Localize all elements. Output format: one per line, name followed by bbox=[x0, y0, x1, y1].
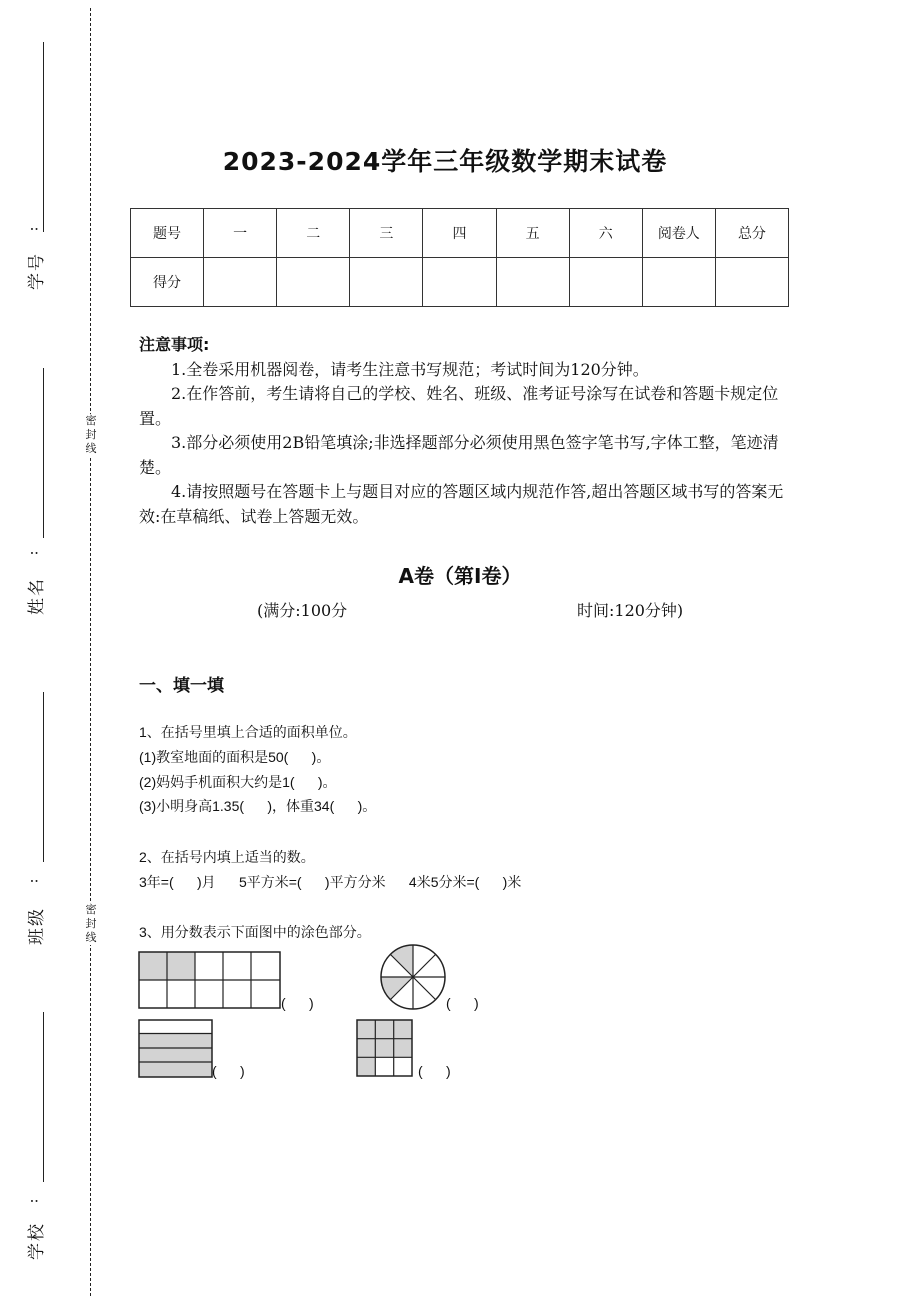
score-cell[interactable] bbox=[496, 258, 569, 307]
school-label: 学校 bbox=[27, 1222, 47, 1260]
student-id-line[interactable] bbox=[43, 42, 44, 232]
question-1-stem: 1、在括号里填上合适的面积单位。 bbox=[139, 724, 357, 740]
header-cell: 一 bbox=[204, 209, 277, 258]
full-score: (满分:100分 bbox=[257, 601, 348, 620]
name-line[interactable] bbox=[43, 368, 44, 538]
header-cell: 四 bbox=[423, 209, 496, 258]
score-cell[interactable] bbox=[204, 258, 277, 307]
binding-dashed-line bbox=[90, 8, 91, 1296]
score-cell[interactable] bbox=[423, 258, 496, 307]
score-table bbox=[130, 208, 789, 307]
question-2-stem: 2、在括号内填上适当的数。 bbox=[139, 849, 315, 865]
header-cell: 六 bbox=[569, 209, 642, 258]
student-id-label: 学号 bbox=[27, 252, 47, 290]
school-colon: : bbox=[23, 1198, 42, 1204]
score-cell[interactable] bbox=[277, 258, 350, 307]
header-cell: 三 bbox=[350, 209, 423, 258]
class-colon: : bbox=[23, 878, 42, 884]
header-cell: 总分 bbox=[715, 209, 788, 258]
name-label: 姓名 bbox=[27, 577, 47, 615]
figure-grid-3x3 bbox=[356, 1019, 414, 1079]
section-title: A卷（第I卷） bbox=[398, 564, 522, 588]
score-table-score-row bbox=[131, 258, 789, 307]
shaded-sector bbox=[390, 945, 413, 977]
name-colon: : bbox=[23, 550, 42, 556]
row-label: 得分 bbox=[131, 258, 204, 307]
sector-lines bbox=[381, 945, 445, 1009]
shaded-strips bbox=[139, 1034, 212, 1077]
score-cell[interactable] bbox=[569, 258, 642, 307]
answer-blank-2[interactable]: ( ) bbox=[446, 995, 479, 1011]
figure-grid-2x5 bbox=[138, 951, 282, 1011]
answer-blank-1[interactable]: ( ) bbox=[281, 995, 314, 1011]
score-table-header-row bbox=[131, 209, 789, 258]
question-2-line: 3年=( )月 5平方米=( )平方分米 4米5分米=( )米 bbox=[139, 874, 522, 890]
class-line[interactable] bbox=[43, 692, 44, 862]
shaded-sector bbox=[381, 977, 413, 1000]
figure-circle-8 bbox=[378, 942, 448, 1012]
figure-strips-4 bbox=[138, 1019, 214, 1079]
note-item: 4.请按照题号在答题卡上与题目对应的答题区域内规范作答,超出答题区域书写的答案无效:在草稿纸、试卷上答题无效。 bbox=[139, 482, 784, 526]
answer-blank-4[interactable]: ( ) bbox=[418, 1063, 451, 1079]
note-item: 1.全卷采用机器阅卷，请考生注意书写规范；考试时间为120分钟。 bbox=[171, 359, 649, 379]
seal-text: 密 封 线 bbox=[85, 903, 97, 944]
score-cell[interactable] bbox=[642, 258, 715, 307]
shaded-cells bbox=[357, 1057, 375, 1076]
answer-blank-3[interactable]: ( ) bbox=[212, 1063, 245, 1079]
question-1-line: (3)小明身高1.35( )，体重34( )。 bbox=[139, 798, 377, 814]
question-1-line: (1)教室地面的面积是50( )。 bbox=[139, 749, 331, 765]
exam-title: 2023-2024学年三年级数学期末试卷 bbox=[222, 147, 668, 176]
question-3-stem: 3、用分数表示下面图中的涂色部分。 bbox=[139, 924, 371, 940]
seal-text: 密 封 线 bbox=[85, 414, 97, 455]
note-item: 2.在作答前，考生请将自己的学校、姓名、班级、准考证号涂写在试卷和答题卡规定位置。 bbox=[139, 384, 779, 428]
score-cell[interactable] bbox=[715, 258, 788, 307]
header-cell: 五 bbox=[496, 209, 569, 258]
class-label: 班级 bbox=[27, 907, 47, 945]
question-1-line: (2)妈妈手机面积大约是1( )。 bbox=[139, 774, 337, 790]
header-cell: 阅卷人 bbox=[642, 209, 715, 258]
notes-title: 注意事项: bbox=[139, 335, 210, 354]
part-title: 一、填一填 bbox=[139, 676, 224, 696]
note-item: 3.部分必须使用2B铅笔填涂;非选择题部分必须使用黑色签字笔书写,字体工整，笔迹清楚。 bbox=[139, 433, 779, 477]
notes-block bbox=[139, 333, 784, 529]
student-id-colon: : bbox=[23, 226, 42, 232]
header-cell: 题号 bbox=[131, 209, 204, 258]
exam-time: 时间:120分钟) bbox=[577, 601, 684, 620]
header-cell: 二 bbox=[277, 209, 350, 258]
school-line[interactable] bbox=[43, 1012, 44, 1182]
score-cell[interactable] bbox=[350, 258, 423, 307]
